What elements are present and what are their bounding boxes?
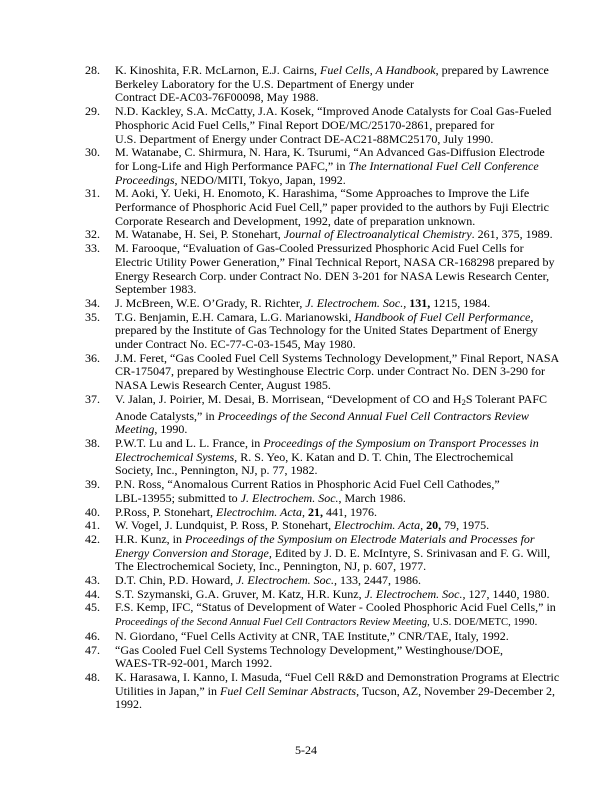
reference-line: M. Watanabe, H. Sei, P. Stonehart, Journal of Electroanalytical Chemistry. 261, 375, 1989. [115,227,553,242]
reference-item [85,533,555,574]
reference-line: “Gas Cooled Fuel Cell Systems Technology Development,” Westinghouse/DOE, [115,642,504,657]
reference-number: 44. [85,586,100,601]
reference-line: W. Vogel, J. Lundquist, P. Ross, P. Stonehart, Electrochim. Acta, 20, 79, 1975. [115,518,490,533]
reference-item [85,519,555,533]
reference-number: 29. [85,104,100,119]
reference-line: LBL-13955; submitted to J. Electrochem. Soc., March 1986. [115,490,406,505]
reference-number: 48. [85,669,100,684]
reference-text [115,644,555,671]
reference-line: V. Jalan, J. Poirier, M. Desai, B. Morrisean, “Development of CO and H2S Tolerant PAFC [115,391,548,407]
reference-number: 35. [85,309,100,324]
reference-line: Utilities in Japan,” in Fuel Cell Seminar Abstracts, Tucson, AZ, November 29-December 2, [115,683,556,698]
reference-line: N. Giordano, “Fuel Cells Activity at CNR, TAE Institute,” CNR/TAE, Italy, 1992. [115,628,509,643]
reference-text [115,146,555,187]
reference-text [115,630,555,644]
reference-item [85,506,555,520]
reference-line: Electric Utility Power Generation,” Final Technical Report, NASA CR-168298 prepared by [115,254,555,269]
reference-number: 30. [85,145,100,160]
page-number: 5-24 [295,743,317,757]
reference-line: Berkeley Laboratory for the U.S. Department of Energy under [115,76,415,91]
reference-number: 41. [85,518,100,533]
reference-line: J. McBreen, W.E. O’Grady, R. Richter, J. Electrochem. Soc., 131, 1215, 1984. [115,295,491,310]
reference-line: Performance of Phosphoric Acid Fuel Cell,” paper provided to the authors by Fuji Electric [115,200,549,215]
reference-line: Energy Conversion and Storage, Edited by J. D. E. McIntyre, S. Srinivasan and F. G. Will, [115,545,551,560]
reference-text [115,187,555,228]
reference-item [85,669,560,712]
reference-line: under Contract No. EC-77-C-03-1545, May 1980. [115,337,356,352]
reference-item [85,393,555,437]
reference-text [115,242,555,297]
reference-line: M. Watanabe, C. Shirmura, N. Hara, K. Tsurumi, “An Advanced Gas-Diffusion Electrode [115,145,545,160]
reference-text [115,506,555,520]
reference-item [85,242,555,297]
reference-line: F.S. Kemp, IFC, “Status of Development of Water - Cooled Phosphoric Acid Fuel Cells,” in [115,600,556,615]
reference-number: 38. [85,435,100,450]
reference-number: 28. [85,63,100,77]
reference-line: Energy Research Corp. under Contract No. DEN 3-201 for NASA Lewis Research Center, [115,268,550,283]
reference-text [115,228,555,242]
reference-item [85,297,555,311]
reference-number: 42. [85,531,100,546]
reference-text [115,311,555,352]
reference-text [115,297,555,311]
reference-item [85,601,555,629]
reference-line: P.N. Ross, “Anomalous Current Ratios in Phosphoric Acid Fuel Cell Cathodes,” [115,477,500,492]
reference-number: 33. [85,241,100,256]
reference-line: Proceedings, NEDO/MITI, Tokyo, Japan, 1992. [115,172,346,187]
reference-line: The Electrochemical Society, Inc., Pennington, NJ, p. 607, 1977. [115,559,427,574]
reference-text [115,478,555,505]
reference-number: 40. [85,504,100,519]
reference-line: K. Harasawa, I. Kanno, I. Masuda, “Fuel Cell R&D and Demonstration Programs at Electric [115,669,560,684]
reference-line: P.Ross, P. Stonehart, Electrochim. Acta, 21, 441, 1976. [115,504,378,519]
reference-line: M. Farooque, “Evaluation of Gas-Cooled Pressurized Phosphoric Acid Fuel Cells for [115,241,524,256]
reference-item [85,644,555,671]
reference-line: CR-175047, prepared by Westinghouse Electric Corp. under Contract No. DEN 3-290 for [115,364,546,379]
reference-item [85,187,555,228]
reference-line: K. Kinoshita, F.R. McLarnon, E.J. Cairns, Fuel Cells, A Handbook, prepared by Lawrence [115,63,549,77]
reference-item [85,478,555,505]
reference-text [115,601,555,629]
reference-text [115,437,555,478]
reference-line: Phosphoric Acid Fuel Cells,” Final Report DOE/MC/25170-2861, prepared for [115,117,495,132]
reference-number: 37. [85,391,100,406]
reference-line: Meeting, 1990. [115,422,188,437]
reference-text [115,64,555,105]
reference-line: T.G. Benjamin, E.H. Camara, L.G. Marianowski, Handbook of Fuel Cell Performance, [115,309,534,324]
reference-line: S.T. Szymanski, G.A. Gruver, M. Katz, H.R. Kunz, J. Electrochem. Soc., 127, 1440, 1980. [115,586,550,601]
reference-number: 39. [85,477,100,492]
reference-text [115,669,560,712]
reference-line: Anode Catalysts,” in Proceedings of the Second Annual Fuel Cell Contractors Review [115,408,529,423]
reference-line: P.W.T. Lu and L. L. France, in Proceedings of the Symposium on Transport Processes in [115,435,539,450]
reference-item [85,228,555,242]
reference-item [85,630,555,644]
reference-item [85,588,555,602]
reference-line: J.M. Feret, “Gas Cooled Fuel Cell Systems Technology Development,” Final Report, NASA [115,350,560,365]
reference-text [115,393,555,437]
reference-list [85,63,560,712]
reference-line: Electrochemical Systems, R. S. Yeo, K. Katan and D. T. Chin, The Electrochemical [115,449,514,464]
reference-line: Proceedings of the Second Annual Fuel Cell Contractors Review Meeting, U.S. DOE/METC, 1990. [115,617,538,629]
reference-line: for Long-Life and High Performance PAFC,” in The International Fuel Cell Conference [115,158,539,173]
reference-item [85,574,555,588]
reference-line: H.R. Kunz, in Proceedings of the Symposium on Electrode Materials and Processes for [115,531,535,546]
reference-line: U.S. Department of Energy under Contract DE-AC21-88MC25170, July 1990. [115,131,494,146]
reference-item [85,437,555,478]
reference-item [85,350,560,393]
reference-line: WAES-TR-92-001, March 1992. [115,656,273,671]
reference-text [115,533,555,574]
reference-number: 47. [85,642,100,657]
reference-line: M. Aoki, Y. Ueki, H. Enomoto, K. Harashima, “Some Approaches to Improve the Life [115,186,530,201]
reference-line: September 1983. [115,282,197,297]
reference-item [85,311,555,352]
reference-number: 43. [85,573,100,588]
reference-number: 34. [85,295,100,310]
reference-text [115,588,555,602]
reference-number: 36. [85,350,100,365]
reference-text [115,350,560,393]
reference-item [85,105,555,146]
reference-number: 31. [85,186,100,201]
reference-item [85,146,555,187]
reference-text [115,105,555,146]
reference-text [115,519,555,533]
reference-number: 46. [85,628,100,643]
reference-text [115,574,555,588]
reference-line: D.T. Chin, P.D. Howard, J. Electrochem. Soc., 133, 2447, 1986. [115,573,421,588]
reference-line: Society, Inc., Pennington, NJ, p. 77, 1982. [115,463,318,478]
reference-line: 1992. [115,697,142,712]
reference-line: prepared by the Institute of Gas Technology for the United States Department of Energy [115,323,538,338]
reference-line: Corporate Research and Development, 1992, date of preparation unknown. [115,213,476,228]
reference-number: 45. [85,600,100,615]
reference-line: Contract DE-AC03-76F00098, May 1988. [115,90,319,105]
reference-line: N.D. Kackley, S.A. McCatty, J.A. Kosek, “Improved Anode Catalysts for Coal Gas-Fueled [115,104,552,119]
reference-line: NASA Lewis Research Center, August 1985. [115,378,331,393]
reference-item [85,64,555,105]
reference-number: 32. [85,227,100,242]
